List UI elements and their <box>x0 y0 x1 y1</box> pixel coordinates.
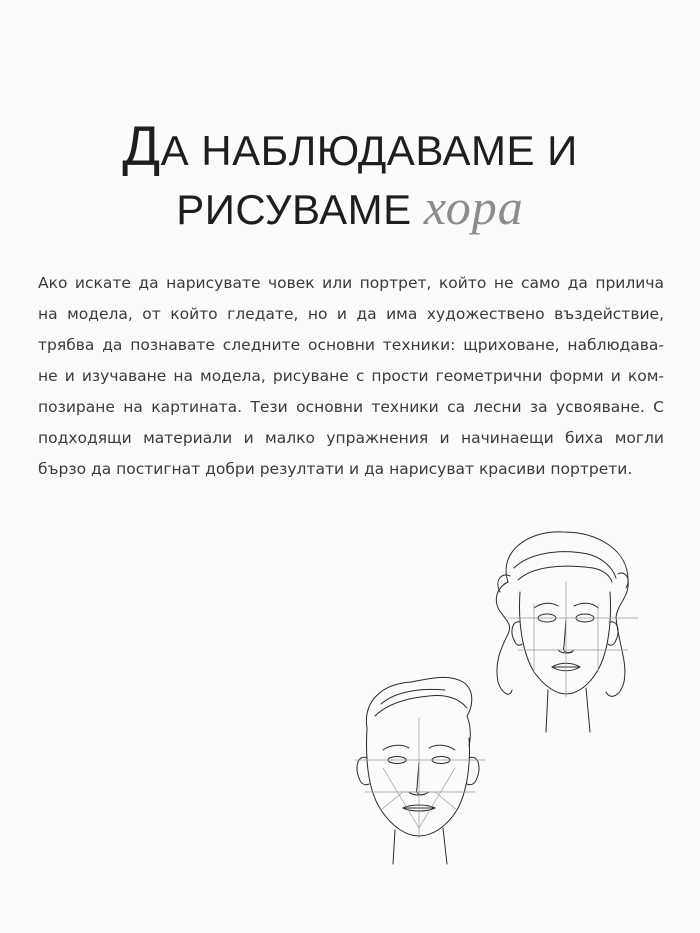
title-line-1-text: А НАБЛЮДАВАМЕ И <box>160 127 578 174</box>
title-initial-cap: Д <box>122 114 161 177</box>
title-line-2 <box>0 179 700 235</box>
body-line: трябва да познавате следните основни техники: щриховане, наблюдава- <box>38 336 664 354</box>
title-line-2-text: РИСУВАМЕ <box>176 186 412 233</box>
body-line: на модела, от който гледате, но и да има художествено въздействие, <box>38 305 664 323</box>
man-portrait-sketch <box>345 668 495 868</box>
page-title <box>0 114 700 235</box>
body-line: не и изучаване на модела, рисуване с прости геометрични форми и ком- <box>38 367 664 385</box>
body-line: подходящи материали и малко упражнения и начинаещи биха могли <box>38 429 664 447</box>
title-script-word: хора <box>423 179 524 235</box>
body-line: бързо да постигнат добри резултати и да нарисуват красиви портрети. <box>38 460 633 478</box>
body-line: Ако искате да нарисувате човек или портрет, който не само да прилича <box>38 274 664 292</box>
body-line: позиране на картината. Тези основни техники са лесни за усвояване. С <box>38 398 664 416</box>
title-line-1 <box>0 114 700 177</box>
woman-portrait-sketch <box>478 522 648 742</box>
body-paragraph <box>38 268 664 485</box>
